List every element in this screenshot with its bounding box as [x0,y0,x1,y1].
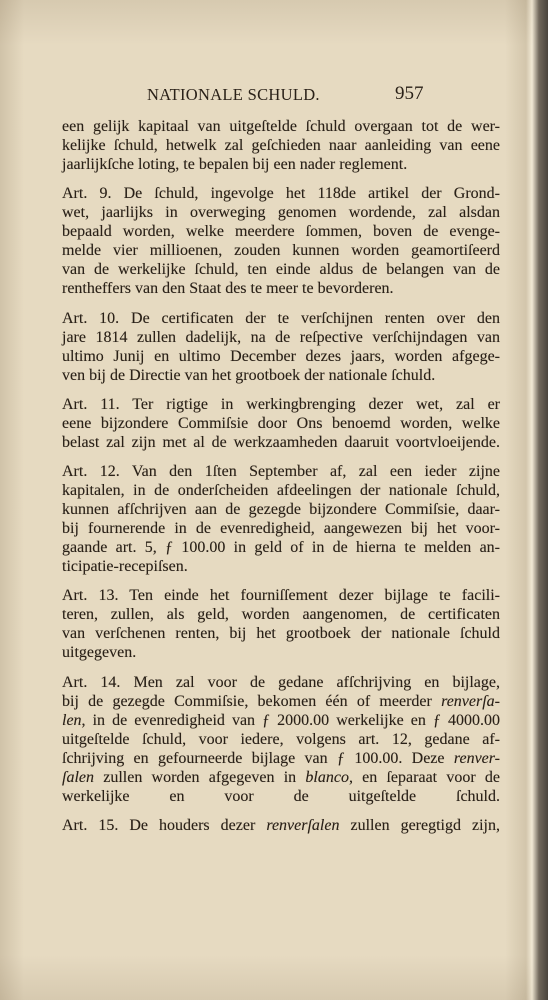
italic-term: renver- [453,749,500,767]
italic-term: blanco [305,768,349,786]
text-line: eene bijzondere Commiſsie door Ons benoemd worden, welke [62,414,500,432]
article-15 [62,816,500,835]
text-line: Art. 10. De certificaten der te verſchijnen renten over den [62,309,500,327]
text-line: rentheffers van den Staat des te meer te bevorderen. [62,280,394,298]
text-segment: Art. 15. De houders dezer [62,817,267,835]
text-line: uitgeſtelde ſchuld, voor iedere, volgens art. 12, gedane af- [62,730,500,748]
page-number: 957 [395,83,424,104]
italic-term: renverſalen [266,817,340,835]
text-line: bepaald worden, welke meerdere ſommen, boven de evenge- [62,223,500,241]
text-line: jaarlijkſche loting, te bepalen bij een nader reglement. [62,156,408,173]
text-line: jare 1814 zullen dadelijk, na de reſpective verſchijndagen van [62,328,500,346]
italic-term: len [62,711,82,729]
text-line: wet, jaarlijks in overweging genomen wordende, zal alsdan [62,204,500,222]
text-segment: , en ſeparaat voor de [348,768,500,786]
text-line: Art. 13. Ten einde het fourniſſement dezer bijlage te facili- [62,587,500,605]
paragraph-continuation [62,117,500,174]
italic-term: ſalen [62,768,94,786]
text-line: uitgegeven. [62,644,137,662]
text-line [62,749,500,768]
text-line [62,816,500,835]
text-line: kunnen afſchrijven aan de gezegde bijzondere Commiſsie, daar- [62,501,500,519]
text-line: melde vier millioenen, zouden kunnen worden geamortiſeerd [62,242,500,260]
article-9 [62,184,500,298]
italic-term: renverſa- [441,692,500,710]
text-line [62,711,500,730]
text-segment: , in de evenredigheid van ƒ 2000.00 werkelijke en ƒ 4000.00 [81,711,500,729]
text-line: Art. 12. Van den 1ſten September af, zal een ieder zijne [62,463,500,481]
text-line: een gelijk kapitaal van uitgeſtelde ſchuld overgaan tot de wer- [62,118,500,135]
text-line: Art. 11. Ter rigtige in werkingbrenging dezer wet, zal er [62,395,500,413]
text-line: gaande art. 5, ƒ 100.00 in geld of in de hierna te melden an- [62,539,500,557]
text-line: van de werkelijke ſchuld, ten einde aldus de belangen van de [62,261,500,279]
text-line: ticipatie-recepiſsen. [62,558,188,576]
text-line: van verſchenen renten, bij het grootboek der nationale ſchuld [62,625,500,643]
text-line: kapitalen, in de onderſcheiden afdeelingen der nationale ſchuld, [62,482,500,500]
text-line: belast zal zijn met al de werkzaamheden daaruit voortvloeijende. [62,433,500,451]
text-segment: zullen worden afgegeven in [94,768,306,786]
text-line [62,692,500,711]
text-line: kelijke ſchuld, hetwelk zal geſchieden naar aanleiding van eene [62,137,500,154]
text-segment: bij de gezegde Commiſsie, bekomen één of meerder [62,692,442,710]
text-line: ven bij de Directie van het grootboek der nationale ſchuld. [62,366,436,384]
article-11 [62,395,500,452]
article-13 [62,586,500,662]
text-line [62,768,500,787]
text-line: werkelijke en voor de uitgeſtelde ſchuld. [62,787,500,805]
article-12 [62,462,500,576]
text-line: Art. 14. Men zal voor de gedane afſchrijving en bijlage, [62,673,500,691]
text-line: bij fournerende in de evenredigheid, aangewezen bij het voor- [62,520,500,538]
article-10 [62,309,500,385]
text-line: teren, zullen, als geld, worden aangenomen, de certificaten [62,606,500,624]
text-segment: ſchrijving en gefourneerde bijlage van ƒ 100.00. Deze [62,749,454,767]
text-line: ultimo Junij en ultimo December dezes jaars, worden afgege- [62,347,500,365]
text-line: Art. 9. De ſchuld, ingevolge het 118de artikel der Grond- [62,185,500,203]
header-title: NATIONALE SCHULD. [147,85,320,104]
article-14 [62,673,500,806]
body-text [62,117,500,835]
text-segment: zullen geregtigd zijn, [339,817,500,835]
